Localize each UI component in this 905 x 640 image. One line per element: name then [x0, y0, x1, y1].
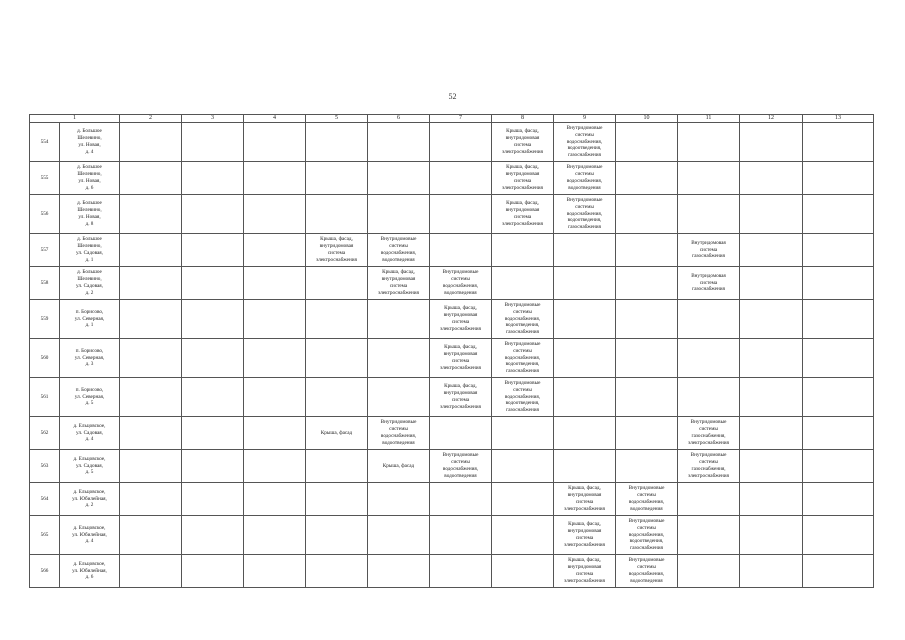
col10-cell [616, 300, 678, 339]
col5-cell: Крыша, фасад, внутридомовая система электроснабжения [306, 234, 368, 267]
col8-cell [492, 267, 554, 300]
col10-cell [616, 234, 678, 267]
table-row [30, 555, 874, 588]
col10-cell: Внутридомовые системы водоснабжения, водоотведения [616, 555, 678, 588]
col11-cell [678, 339, 740, 378]
col13-cell [803, 450, 874, 483]
col5-cell [306, 300, 368, 339]
address-cell: д. Большое Шелевино, ул. Садовая, д. 2 [60, 267, 120, 300]
table-row [30, 162, 874, 195]
col6-cell [368, 339, 430, 378]
col4-cell [244, 483, 306, 516]
col7-cell: Крыша, фасад, внутридомовая система электроснабжения [430, 300, 492, 339]
col10-cell [616, 417, 678, 450]
col11-cell [678, 378, 740, 417]
col8-cell [492, 417, 554, 450]
table-body [30, 123, 874, 588]
col9-cell [554, 378, 616, 417]
col12-cell [740, 195, 803, 234]
col2-cell [120, 483, 182, 516]
col10-cell [616, 267, 678, 300]
col2-cell [120, 123, 182, 162]
col10-cell [616, 450, 678, 483]
col11-cell: Внутридомовая система газоснабжения [678, 267, 740, 300]
column-number-header [30, 115, 874, 123]
col9-cell [554, 450, 616, 483]
column-header: 8 [492, 115, 554, 123]
col5-cell [306, 516, 368, 555]
col2-cell [120, 378, 182, 417]
col13-cell [803, 378, 874, 417]
col9-cell: Внутридомовые системы водоснабжения, водоотведения [554, 162, 616, 195]
col3-cell [182, 267, 244, 300]
column-header: 5 [306, 115, 368, 123]
col13-cell [803, 417, 874, 450]
table-row [30, 234, 874, 267]
address-cell: п. Борисово, ул. Северная, д. 1 [60, 300, 120, 339]
col9-cell: Внутридомовые системы водоснабжения, водоотведения, газоснабжения [554, 123, 616, 162]
row-number-cell: 561 [30, 378, 60, 417]
col4-cell [244, 162, 306, 195]
column-header: 6 [368, 115, 430, 123]
row-number-cell: 559 [30, 300, 60, 339]
col7-cell: Крыша, фасад, внутридомовая система электроснабжения [430, 339, 492, 378]
column-header: 3 [182, 115, 244, 123]
col9-cell: Крыша, фасад, внутридомовая система электроснабжения [554, 555, 616, 588]
address-cell: п. Борисово, ул. Северная, д. 3 [60, 339, 120, 378]
address-cell: д. Ельцовское, ул. Юбилейная, д. 6 [60, 555, 120, 588]
table-row [30, 378, 874, 417]
table-row [30, 417, 874, 450]
col6-cell: Крыша, фасад [368, 450, 430, 483]
col9-cell [554, 234, 616, 267]
col7-cell [430, 417, 492, 450]
col11-cell: Внутридомовые системы газоснабжения, электроснабжения [678, 450, 740, 483]
col3-cell [182, 123, 244, 162]
col5-cell [306, 378, 368, 417]
col11-cell [678, 483, 740, 516]
col5-cell [306, 339, 368, 378]
col2-cell [120, 417, 182, 450]
row-number-cell: 564 [30, 483, 60, 516]
col4-cell [244, 417, 306, 450]
col9-cell: Внутридомовые системы водоснабжения, водоотведения, газоснабжения [554, 195, 616, 234]
col6-cell [368, 195, 430, 234]
table-row [30, 450, 874, 483]
col7-cell [430, 123, 492, 162]
table-row [30, 300, 874, 339]
row-number-cell: 560 [30, 339, 60, 378]
address-cell: п. Борисово, ул. Северная, д. 5 [60, 378, 120, 417]
col6-cell [368, 123, 430, 162]
col2-cell [120, 162, 182, 195]
col5-cell [306, 450, 368, 483]
col11-cell [678, 555, 740, 588]
col8-cell [492, 516, 554, 555]
col7-cell [430, 234, 492, 267]
col6-cell: Внутридомовые системы водоснабжения, водоотведения [368, 234, 430, 267]
row-number-cell: 562 [30, 417, 60, 450]
col2-cell [120, 516, 182, 555]
col4-cell [244, 555, 306, 588]
col3-cell [182, 417, 244, 450]
col7-cell: Крыша, фасад, внутридомовая система электроснабжения [430, 378, 492, 417]
table-row [30, 195, 874, 234]
col13-cell [803, 195, 874, 234]
col7-cell [430, 483, 492, 516]
col12-cell [740, 483, 803, 516]
col13-cell [803, 267, 874, 300]
address-cell: д. Ельцовское, ул. Садовая, д. 4 [60, 417, 120, 450]
col7-cell [430, 516, 492, 555]
col4-cell [244, 378, 306, 417]
col4-cell [244, 234, 306, 267]
col12-cell [740, 417, 803, 450]
col8-cell: Крыша, фасад, внутридомовая система электроснабжения [492, 195, 554, 234]
col12-cell [740, 450, 803, 483]
col12-cell [740, 234, 803, 267]
column-header: 9 [554, 115, 616, 123]
col7-cell: Внутридомовые системы водоснабжения, водоотведения [430, 267, 492, 300]
col8-cell: Внутридомовые системы водоснабжения, водоотведения, газоснабжения [492, 339, 554, 378]
col11-cell [678, 516, 740, 555]
col13-cell [803, 555, 874, 588]
col6-cell [368, 300, 430, 339]
row-number-cell: 565 [30, 516, 60, 555]
row-number-cell: 554 [30, 123, 60, 162]
col12-cell [740, 162, 803, 195]
col11-cell: Внутридомовые системы газоснабжения, электроснабжения [678, 417, 740, 450]
col12-cell [740, 267, 803, 300]
col5-cell: Крыша, фасад [306, 417, 368, 450]
address-cell: д. Большое Шелевино, ул. Новая, д. 8 [60, 195, 120, 234]
col3-cell [182, 450, 244, 483]
col6-cell [368, 483, 430, 516]
col13-cell [803, 516, 874, 555]
column-header: 10 [616, 115, 678, 123]
col10-cell: Внутридомовые системы водоснабжения, водоотведения, газоснабжения [616, 516, 678, 555]
col10-cell [616, 339, 678, 378]
col2-cell [120, 339, 182, 378]
col9-cell [554, 339, 616, 378]
col10-cell: Внутридомовые системы водоснабжения, водоотведения [616, 483, 678, 516]
col6-cell [368, 162, 430, 195]
row-number-cell: 557 [30, 234, 60, 267]
col13-cell [803, 300, 874, 339]
col8-cell: Крыша, фасад, внутридомовая система электроснабжения [492, 162, 554, 195]
col5-cell [306, 555, 368, 588]
table-row [30, 483, 874, 516]
col13-cell [803, 339, 874, 378]
col3-cell [182, 378, 244, 417]
col3-cell [182, 516, 244, 555]
col5-cell [306, 195, 368, 234]
col3-cell [182, 483, 244, 516]
col12-cell [740, 300, 803, 339]
table-row [30, 123, 874, 162]
col12-cell [740, 123, 803, 162]
repair-schedule-table [29, 114, 874, 588]
col9-cell [554, 300, 616, 339]
col4-cell [244, 450, 306, 483]
col5-cell [306, 267, 368, 300]
col4-cell [244, 516, 306, 555]
col5-cell [306, 162, 368, 195]
col2-cell [120, 195, 182, 234]
col13-cell [803, 483, 874, 516]
column-header: 13 [803, 115, 874, 123]
col4-cell [244, 195, 306, 234]
col2-cell [120, 555, 182, 588]
row-number-cell: 555 [30, 162, 60, 195]
col13-cell [803, 162, 874, 195]
col4-cell [244, 123, 306, 162]
col8-cell: Внутридомовые системы водоснабжения, водоотведения, газоснабжения [492, 300, 554, 339]
col4-cell [244, 300, 306, 339]
col9-cell [554, 417, 616, 450]
col9-cell: Крыша, фасад, внутридомовая система электроснабжения [554, 516, 616, 555]
row-number-cell: 563 [30, 450, 60, 483]
col5-cell [306, 123, 368, 162]
col7-cell [430, 555, 492, 588]
col2-cell [120, 300, 182, 339]
col8-cell [492, 450, 554, 483]
col2-cell [120, 267, 182, 300]
col6-cell [368, 555, 430, 588]
col2-cell [120, 234, 182, 267]
col13-cell [803, 123, 874, 162]
col11-cell [678, 195, 740, 234]
table-row [30, 516, 874, 555]
col4-cell [244, 339, 306, 378]
col3-cell [182, 300, 244, 339]
col3-cell [182, 234, 244, 267]
col7-cell [430, 195, 492, 234]
col8-cell [492, 234, 554, 267]
col3-cell [182, 195, 244, 234]
address-cell: д. Ельцовское, ул. Юбилейная, д. 4 [60, 516, 120, 555]
col10-cell [616, 195, 678, 234]
address-cell: д. Ельцовское, ул. Садовая, д. 5 [60, 450, 120, 483]
col2-cell [120, 450, 182, 483]
col8-cell [492, 555, 554, 588]
col10-cell [616, 162, 678, 195]
col10-cell [616, 123, 678, 162]
col7-cell [430, 162, 492, 195]
address-cell: д. Ельцовское, ул. Юбилейная, д. 2 [60, 483, 120, 516]
col6-cell [368, 516, 430, 555]
col11-cell [678, 123, 740, 162]
col9-cell: Крыша, фасад, внутридомовая система электроснабжения [554, 483, 616, 516]
column-header: 11 [678, 115, 740, 123]
column-header: 7 [430, 115, 492, 123]
col13-cell [803, 234, 874, 267]
column-header: 12 [740, 115, 803, 123]
col12-cell [740, 555, 803, 588]
col8-cell: Внутридомовые системы водоснабжения, водоотведения, газоснабжения [492, 378, 554, 417]
table-row [30, 267, 874, 300]
col11-cell [678, 300, 740, 339]
page-number: 52 [448, 92, 457, 101]
col3-cell [182, 162, 244, 195]
col9-cell [554, 267, 616, 300]
address-cell: д. Большое Шелевино, ул. Садовая, д. 1 [60, 234, 120, 267]
row-number-cell: 556 [30, 195, 60, 234]
col6-cell [368, 378, 430, 417]
col3-cell [182, 555, 244, 588]
col6-cell: Внутридомовые системы водоснабжения, водоотведения [368, 417, 430, 450]
column-header: 1 [30, 115, 120, 123]
col12-cell [740, 378, 803, 417]
col11-cell [678, 162, 740, 195]
col8-cell [492, 483, 554, 516]
column-header: 2 [120, 115, 182, 123]
col10-cell [616, 378, 678, 417]
table-row [30, 339, 874, 378]
col4-cell [244, 267, 306, 300]
row-number-cell: 566 [30, 555, 60, 588]
col12-cell [740, 516, 803, 555]
row-number-cell: 558 [30, 267, 60, 300]
col12-cell [740, 339, 803, 378]
address-cell: д. Большое Шелевино, ул. Новая, д. 6 [60, 162, 120, 195]
column-header: 4 [244, 115, 306, 123]
col11-cell: Внутридомовая система газоснабжения [678, 234, 740, 267]
col8-cell: Крыша, фасад, внутридомовая система электроснабжения [492, 123, 554, 162]
col3-cell [182, 339, 244, 378]
address-cell: д. Большое Шелевино, ул. Новая, д. 4 [60, 123, 120, 162]
col7-cell: Внутридомовые системы водоснабжения, водоотведения [430, 450, 492, 483]
col5-cell [306, 483, 368, 516]
col6-cell: Крыша, фасад, внутридомовая система электроснабжения [368, 267, 430, 300]
